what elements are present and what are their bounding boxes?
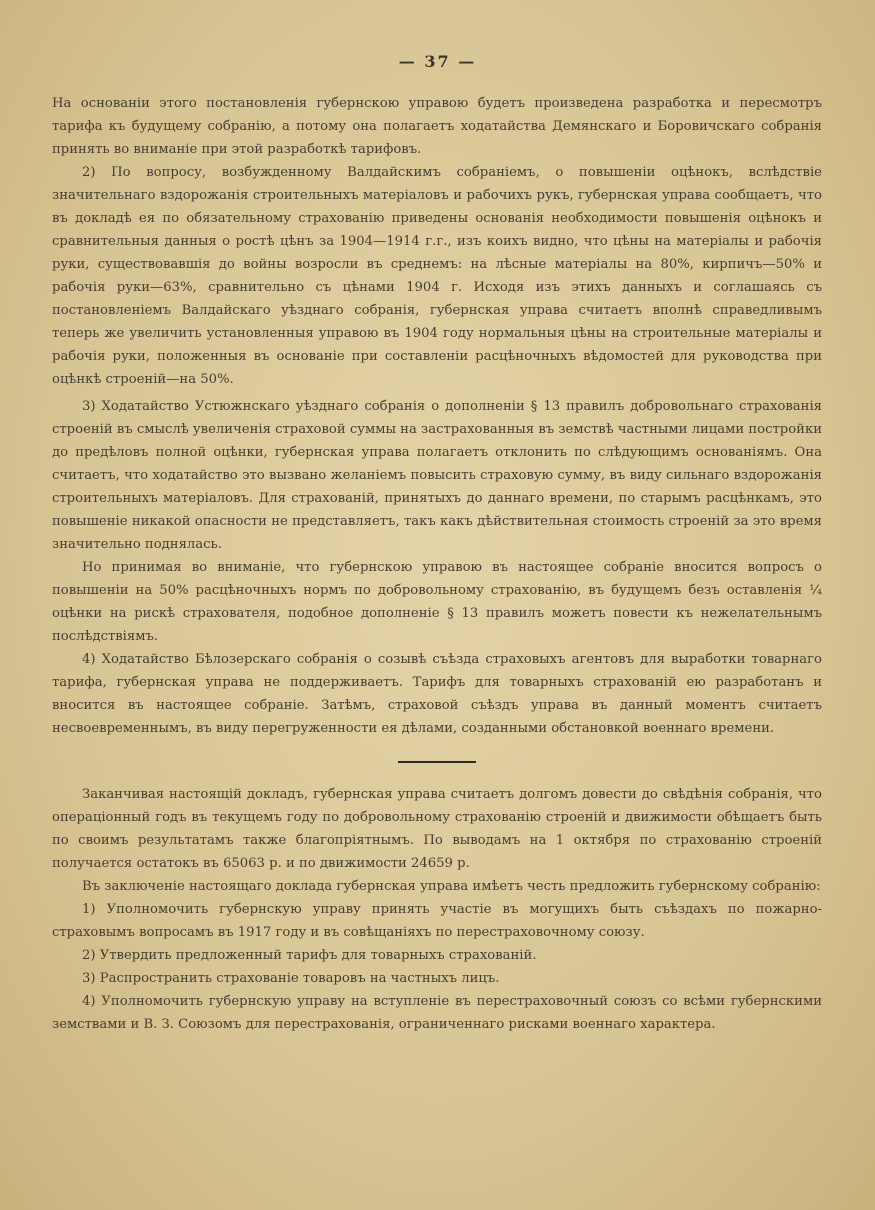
page-number: — 37 — — [398, 52, 477, 71]
section-divider — [398, 761, 476, 763]
paragraph-4: Но принимая во вниманіе, что губернскою управою въ настоящее собраніе вносится вопросъ о повышеніи на 50% расцѣночныхъ нормъ по добровольному страхованію, въ будущемъ безъ оставленія ¼ оцѣнки на рискѣ страхователя, подобное дополненіе § 13 правилъ можетъ повести къ нежелательнымъ послѣдствіямъ. — [52, 560, 822, 644]
paragraph-6: Заканчивая настоящій докладъ, губернская управа считаетъ долгомъ довести до свѣдѣнія собранія, что операціонный годъ въ текущемъ году по добровольному страхованію строеній и движимости обѣщаетъ быть по своимъ результатамъ также благопріятнымъ. По выводамъ на 1 октября по страхованію строеній получается остатокъ въ 65063 р. и по движимости 24659 р. — [52, 787, 822, 871]
proposal-item-1: 1) Уполномочить губернскую управу принять участіе въ могущихъ быть съѣздахъ по пожарно-страховымъ вопросамъ въ 1917 году и въ совѣщаніяхъ по перестраховочному союзу. — [52, 902, 822, 940]
document-body — [52, 92, 822, 1036]
paragraph-1: На основаніи этого постановленія губернскою управою будетъ произведена разработка и пересмотръ тарифа къ будущему собранію, а потому она полагаетъ ходатайства Демянскаго и Боровичскаго собранія принять во вниманіе при этой разработкѣ тарифовъ. — [52, 96, 822, 157]
proposal-item-2: 2) Утвердить предложенный тарифъ для товарныхъ страхованій. — [82, 948, 537, 963]
proposal-item-3: 3) Распространить страхованіе товаровъ на частныхъ лицъ. — [82, 971, 500, 986]
paragraph-7: Въ заключеніе настоящаго доклада губернская управа имѣетъ честь предложить губернскому собранію: — [82, 879, 821, 894]
paragraph-3: 3) Ходатайство Устюжнскаго уѣзднаго собранія о дополненіи § 13 правилъ добровольнаго страхованія строеній въ смыслѣ увеличенія страховой суммы на застрахованныя въ земствѣ частными лицами постройки до предѣловъ полной оцѣнки, губернская управа полагаетъ отклонить по слѣдующимъ основаніямъ. Она считаетъ, что ходатайство это вызвано желаніемъ повысить страховую сумму, въ виду сильнаго вздорожанія строительныхъ матеріаловъ. Для страхованій, принятыхъ до даннаго времени, по старымъ расцѣнкамъ, это повышеніе никакой опасности не представляетъ, такъ какъ дѣйствительная стоимость строеній за это время значительно поднялась. — [52, 399, 822, 552]
proposal-item-4: 4) Уполномочить губернскую управу на вступленіе въ перестраховочный союзъ со всѣми губернскими земствами и В. З. Союзомъ для перестрахованія, ограниченнаго рисками военнаго характера. — [52, 994, 822, 1032]
paragraph-2: 2) По вопросу, возбужденному Валдайскимъ собраніемъ, о повышеніи оцѣнокъ, вслѣдствіе значительнаго вздорожанія строительныхъ матеріаловъ и рабочихъ рукъ, губернская управа сообщаетъ, что въ докладѣ ея по обязательному страхованію приведены основанія необходимости повышенія оцѣнокъ и сравнительныя данныя о ростѣ цѣнъ за 1904—1914 г.г., изъ коихъ видно, что цѣны на матеріалы и рабочія руки, существовавшія до войны возросли въ среднемъ: на лѣсные матеріалы на 80%, кирпичъ—50% и рабочія руки—63%, сравнительно съ цѣнами 1904 г. Исходя изъ этихъ данныхъ и соглашаясь съ постановленіемъ Валдайскаго уѣзднаго собранія, губернская управа считаетъ вполнѣ справедливымъ теперь же увеличить установленныя управою въ 1904 году нормальныя цѣны на строительные матеріалы и рабочія руки, положенныя въ основаніе при составленіи расцѣночныхъ вѣдомостей для руководства при оцѣнкѣ строеній—на 50%. — [52, 165, 822, 387]
paragraph-5: 4) Ходатайство Бѣлозерскаго собранія о созывѣ съѣзда страховыхъ агентовъ для выработки товарнаго тарифа, губернская управа не поддерживаетъ. Тарифъ для товарныхъ страхованій ею разработанъ и вносится въ настоящее собраніе. Затѣмъ, страховой съѣздъ управа въ данный моментъ считаетъ несвоевременнымъ, въ виду перегруженности ея дѣлами, созданными обстановкой военнаго времени. — [52, 652, 822, 736]
